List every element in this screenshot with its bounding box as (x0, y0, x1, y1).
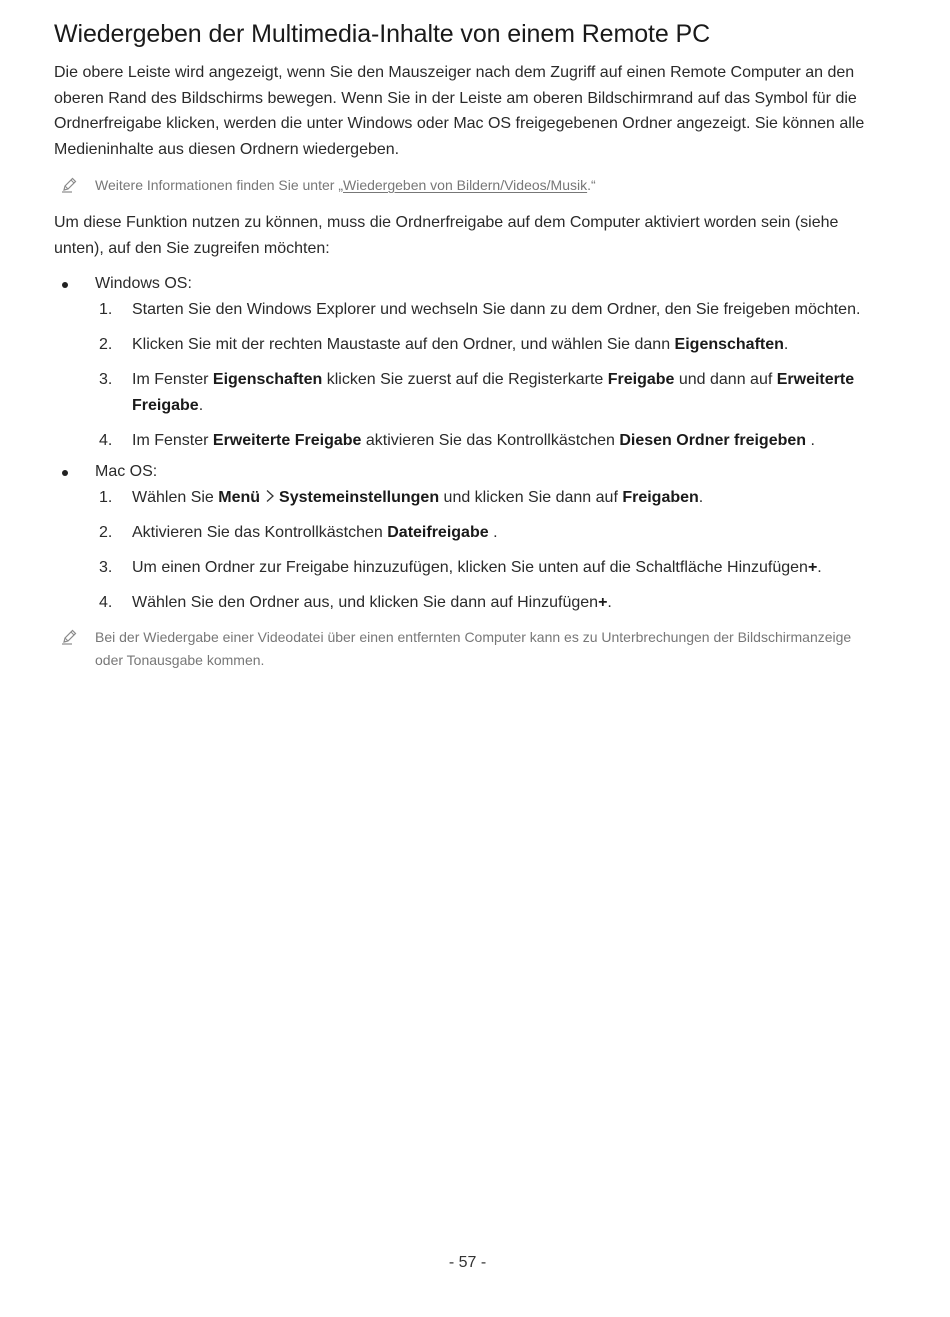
bullet-mac-label: Mac OS: (95, 463, 158, 480)
step-text: Wählen Sie (132, 489, 219, 506)
list-item (54, 367, 874, 419)
step-text: und dann auf (674, 371, 777, 388)
step-number: 2. (99, 524, 113, 541)
bullet-windows-label: Windows OS: (95, 275, 192, 292)
ui-term: Freigaben (622, 489, 699, 506)
step-text: . (698, 489, 704, 506)
requirement-paragraph: Um diese Funktion nutzen zu können, muss die Ordnerfreigabe auf dem Computer aktiviert worden sein (siehe unten), auf den Sie zugreifen möchten: (54, 214, 839, 257)
step-text: klicken Sie zuerst auf die Registerkarte (322, 371, 608, 388)
ui-term: Systemeinstellungen (279, 489, 440, 506)
step-text: . (607, 594, 612, 611)
bullet-dot-icon (62, 470, 68, 476)
step-text: . (817, 559, 822, 576)
step-text: Um einen Ordner zur Freigabe hinzuzufügen, klicken Sie unten auf die Schaltfläche Hinzufügen (132, 559, 808, 576)
link-wiedergeben-bilder-videos-musik[interactable]: Wiedergeben von Bildern/Videos/Musik (343, 177, 588, 193)
note-text: Bei der Wiedergabe einer Videodatei über einen entfernten Computer kann es zu Unterbrechungen der Bildschirmanzeige oder Tonausgabe kommen. (95, 629, 852, 668)
note-playback-interruption (54, 626, 874, 672)
mac-steps (54, 485, 874, 616)
windows-steps (54, 297, 874, 454)
ui-term: Freigabe (607, 371, 675, 388)
list-item (54, 428, 874, 454)
note-suffix: .“ (587, 177, 596, 193)
step-number: 4. (99, 594, 113, 611)
page-title: Wiedergeben der Multimedia-Inhalte von einem Remote PC (54, 20, 711, 48)
ui-term: Diesen Ordner freigeben (619, 432, 807, 449)
ui-term: Eigenschaften (674, 336, 784, 353)
step-number: 3. (99, 371, 113, 388)
ui-term: Erweiterte Freigabe (212, 432, 362, 449)
ui-term: + (807, 559, 818, 576)
list-item (54, 555, 874, 581)
bullet-dot-icon (62, 282, 68, 288)
step-text: . (488, 524, 498, 541)
step-text: Klicken Sie mit der rechten Maustaste auf den Ordner, und wählen Sie dann (132, 336, 675, 353)
step-number: 1. (99, 489, 113, 506)
step-text: aktivieren Sie das Kontrollkästchen (361, 432, 620, 449)
step-text: Wählen Sie den Ordner aus, und klicken Sie dann auf Hinzufügen (132, 594, 599, 611)
note-prefix: Weitere Informationen finden Sie unter „ (95, 177, 343, 193)
step-text: Aktivieren Sie das Kontrollkästchen (132, 524, 388, 541)
step-text: . (783, 336, 789, 353)
note-more-info (54, 174, 874, 197)
bullet-mac (54, 459, 874, 485)
step-number: 3. (99, 559, 113, 576)
step-text: Starten Sie den Windows Explorer und wechseln Sie dann zu dem Ordner, den Sie freigeben möchten. (132, 301, 861, 318)
page-number: - 57 - (448, 1254, 487, 1271)
list-item (54, 297, 874, 323)
ui-term: + (598, 594, 608, 611)
step-text: Im Fenster (132, 371, 213, 388)
intro-paragraph: Die obere Leiste wird angezeigt, wenn Sie den Mauszeiger nach dem Zugriff auf einen Remote Computer an den oberen Rand des Bildschirms bewegen. Wenn Sie in der Leiste am oberen Bildschirmrand auf das Symbol für die Ordnerfreigabe klicken, werden die unter Windows oder Mac OS freigegebenen Ordner angezeigt. Sie können alle Medieninhalte aus diesen Ordnern wiedergeben. (54, 64, 865, 158)
list-item (54, 485, 874, 511)
ui-term: Erweiterte Freigabe (132, 371, 855, 414)
step-text: und klicken Sie dann auf (439, 489, 623, 506)
list-item (54, 332, 874, 358)
step-text: . (806, 432, 815, 449)
ui-term: Menü (218, 489, 261, 506)
pencil-icon (60, 628, 78, 646)
pencil-icon (60, 176, 78, 194)
ui-term: Dateifreigabe (387, 524, 489, 541)
list-item (54, 520, 874, 546)
bullet-windows (54, 271, 874, 297)
step-number: 1. (99, 301, 113, 318)
list-item (54, 590, 874, 616)
step-number: 2. (99, 336, 113, 353)
step-text: Im Fenster (132, 432, 213, 449)
step-number: 4. (99, 432, 113, 449)
ui-term: Eigenschaften (212, 371, 323, 388)
step-text: . (198, 397, 204, 414)
page-content (54, 18, 874, 672)
chevron-right-icon (263, 489, 277, 503)
